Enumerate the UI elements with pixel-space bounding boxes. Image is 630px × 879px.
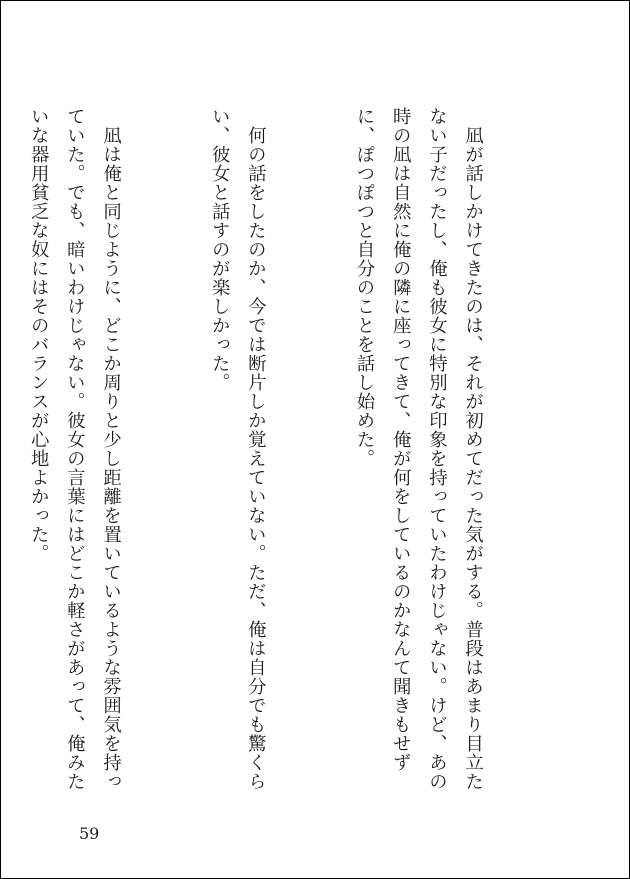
paragraph: 何の話をしたのか、今では断片しか覚えていない。ただ、俺は自分でも驚くらい、彼女と話すのが楽しかった。 <box>209 107 267 791</box>
paragraph: 凪は俺と同じように、どこか周りと少し距離を置いているような雰囲気を持っていた。でも、暗いわけじゃない。彼女の言葉にはどこか軽さがあって、俺みたいな器用貧乏な奴にはそのバランスが心地よかった。 <box>28 107 122 791</box>
paragraph: 凪が話しかけてきたのは、それが初めてだった気がする。普段はあまり目立たない子だったし、俺も彼女に特別な印象を持っていたわけじゃない。けど、あの時の凪は自然に俺の隣に座ってきて、俺が何をしているのかなんて聞きもせずに、ぽつぽつと自分のことを話し始めた。 <box>353 107 484 791</box>
page-number: 59 <box>79 824 100 843</box>
vertical-text-block <box>28 107 563 797</box>
